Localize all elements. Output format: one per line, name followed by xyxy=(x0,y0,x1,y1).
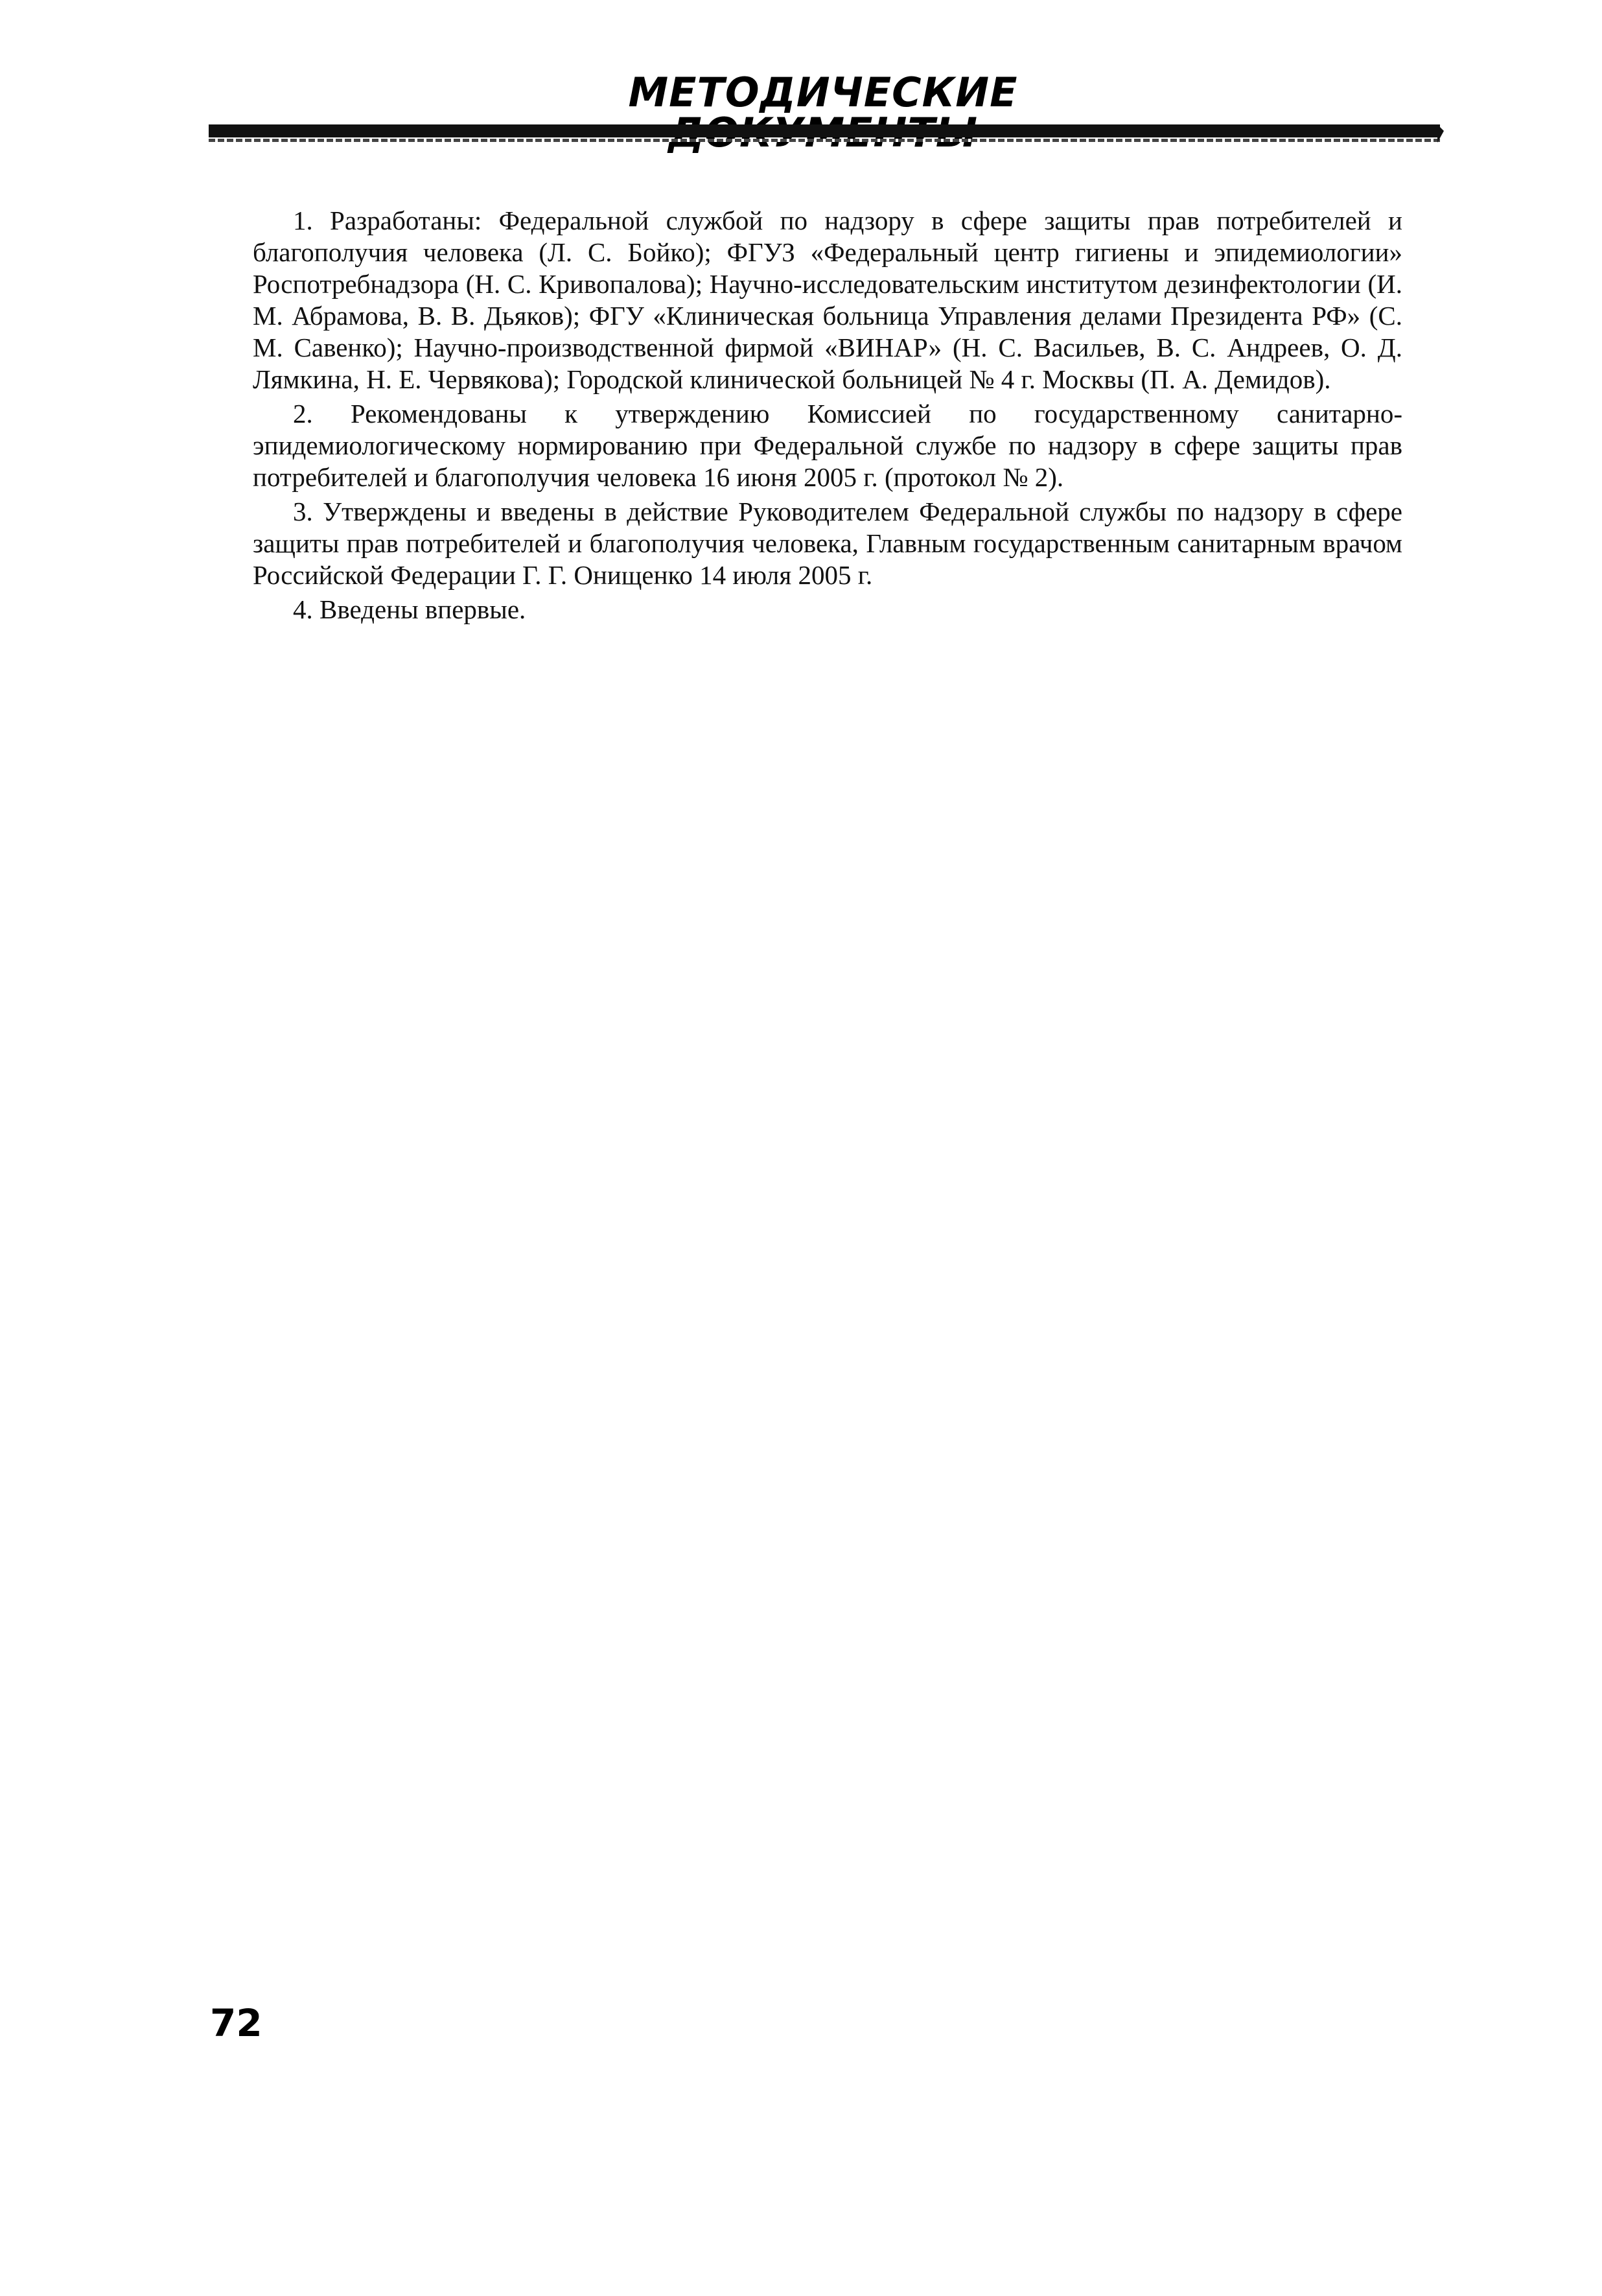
running-header-title: МЕТОДИЧЕСКИЕ xyxy=(628,69,1018,116)
paragraph-2: 2. Рекомендованы к утверждению Комиссией по государственному санитарно-эпидемиологическому нормированию при Федеральной службе по надзору в сфере защиты прав потребителей и благополучия человека 16 июня 2005 г. (протокол № 2). xyxy=(253,399,1402,492)
page-number: 72 xyxy=(210,2001,262,2045)
document-body xyxy=(253,205,1402,628)
header-rule-thin xyxy=(209,139,1440,142)
header-rule xyxy=(209,124,1440,144)
paragraph-3: 3. Утверждены и введены в действие Руководителем Федеральной службы по надзору в сфере защиты прав потребителей и благополучия человека, Главным государственным санитарным врачом Российской Федерации Г. Г. Онищенко 14 июля 2005 г. xyxy=(253,497,1402,590)
header-rule-thick xyxy=(209,124,1440,137)
header-rule-end xyxy=(1437,124,1444,143)
paragraph-4: 4. Введены впервые. xyxy=(293,594,526,624)
paragraph-1: 1. Разработаны: Федеральной службой по надзору в сфере защиты прав потребителей и благополучия человека (Л. С. Бойко); ФГУЗ «Федеральный центр гигиены и эпидемиологии» Роспотребнадзора (Н. С. Кривопалова); Научно-исследовательским институтом дезинфектологии (И. М. Абрамова, В. В. Дьяков); ФГУ «Клиническая больница Управления делами Президента РФ» (С. М. Савенко); Научно-производственной фирмой «ВИНАР» (Н. С. Васильев, В. С. Андреев, О. Д. Лямкина, Н. Е. Червякова); Городской клинической больницей № 4 г. Москвы (П. А. Демидов). xyxy=(253,205,1402,394)
